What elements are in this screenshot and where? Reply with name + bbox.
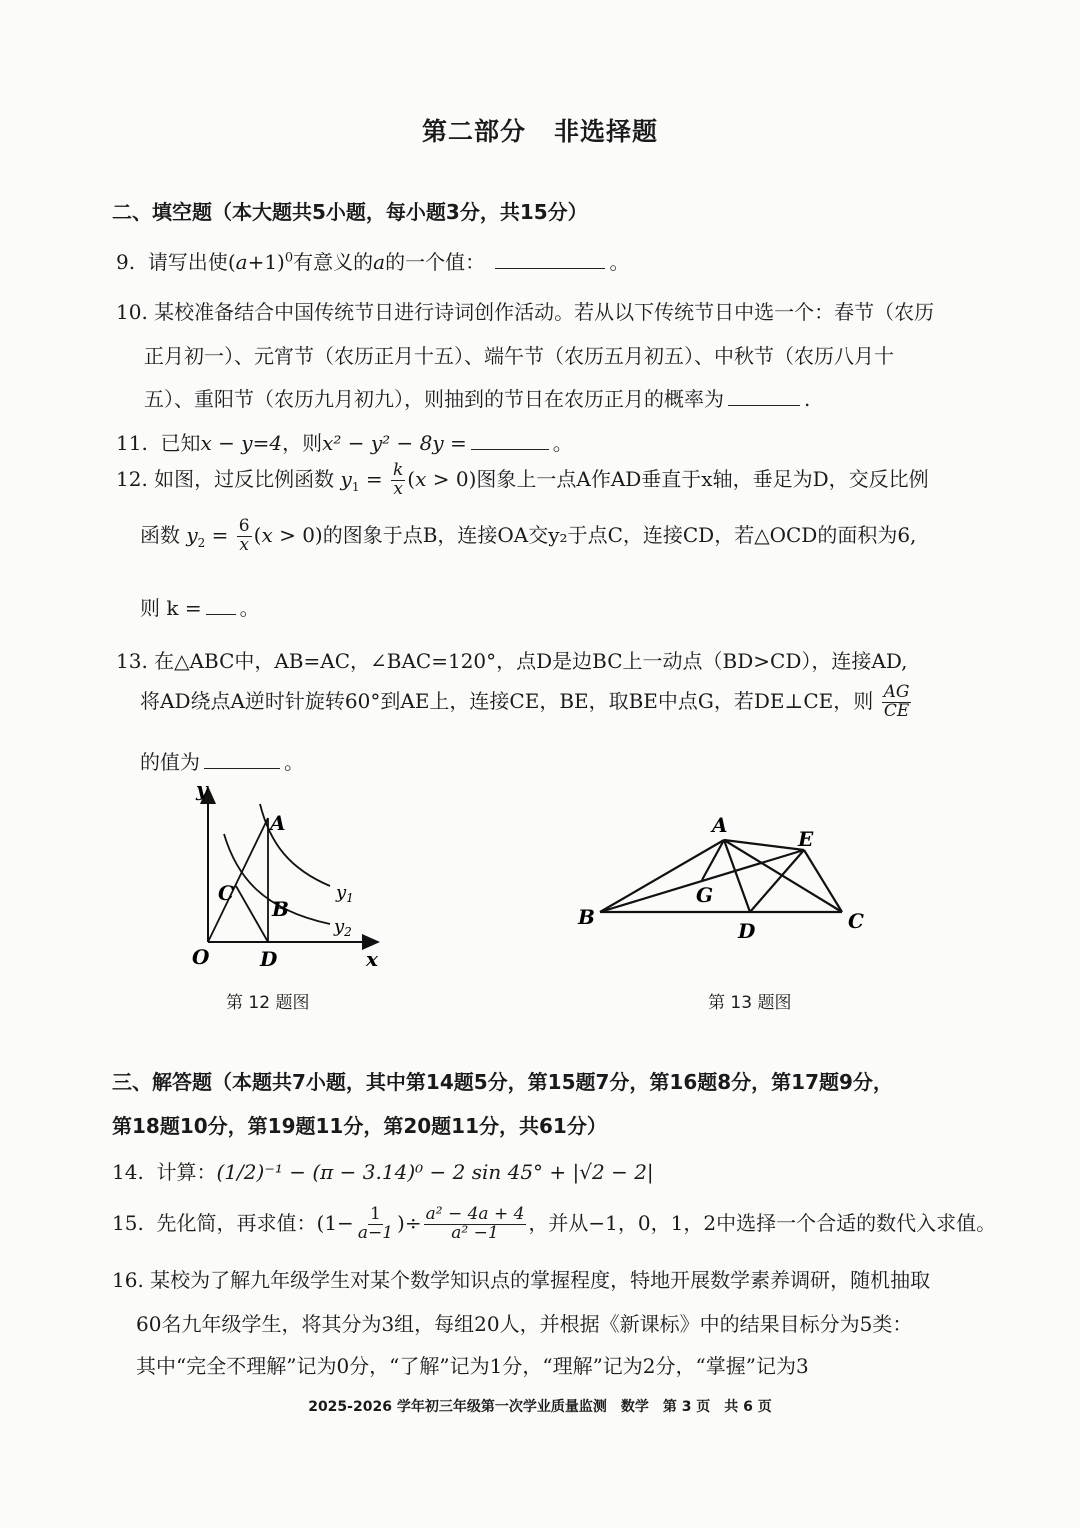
question-10-line1: 10. 某校准备结合中国传统节日进行诗词创作活动。若从以下传统节日中选一个：春节（农历 [116,300,935,324]
figure-13 [570,810,870,950]
section3-heading-line2: 第18题10分，第19题11分，第20题11分，共61分） [112,1114,607,1138]
label-A: A [712,813,728,837]
segment-CE [804,850,842,912]
part-title [0,112,1080,148]
segment-AC [724,840,842,912]
question-14: 14. 计算：(1/2)⁻¹ − (π − 3.14)⁰ − 2 sin 45° + |√2 − 2| [112,1160,654,1184]
label-E: E [798,827,814,851]
figure-12 [180,774,400,974]
label-D: D [260,947,278,971]
q14-expression: (1/2)⁻¹ − (π − 3.14)⁰ − 2 sin 45° + |√2 − 2| [216,1160,654,1184]
part-label: 第二部分 [421,117,526,146]
section3-heading-line1: 三、解答题（本题共7小题，其中第14题5分，第15题7分，第16题8分，第17题9分， [112,1070,893,1094]
question-13-line3: 的值为 。 [140,750,304,774]
label-G: G [696,883,714,907]
question-16-line2: 60名九年级学生，将其分为3组，每组20人，并根据《新课标》中的结果目标分为5类： [136,1312,913,1336]
question-9: 9. 请写出使$(a+1)^0$有意义的a的一个值： 。 [116,250,630,274]
question-16-line3: 其中“完全不理解”记为0分，“了解”记为1分，“理解”记为2分，“掌握”记为3 [136,1354,809,1378]
label-y2: $y_2$ [334,916,352,939]
question-10-line3: 五）、重阳节（农历九月初九），则抽到的节日在农历正月的概率为 . [144,387,811,411]
answer-blank[interactable] [471,448,549,450]
section2-heading: 二、填空题（本大题共5小题，每小题3分，共15分） [112,200,588,224]
ratio-fraction: $\frac{AG}{CE}$ [883,682,910,721]
segment-OA [208,818,268,942]
question-10-line2: 正月初一）、元宵节（农历正月十五）、端午节（农历五月初五）、中秋节（农历八月十 [144,344,894,368]
label-B: B [578,905,595,929]
question-12-line2: 函数 $y_2$ = $\frac{6}{x}$ (x > 0)的图象于点B，连接OA交y₂于点C，连接CD，若△OCD的面积为6, [140,516,917,555]
label-C: C [848,909,864,933]
question-15: 15. 先化简，再求值：(1− $\frac{1}{a-1}$ )÷ $\frac{\text{a² − 4a + 4}}{\text{a² −1}}$ ，并从−1，0，1，2中选择一个合适的数代入求值。 [112,1204,997,1243]
label-C: C [218,881,234,905]
answer-blank[interactable] [495,267,605,269]
label-y: y [196,777,208,801]
label-y1: $y_1$ [336,882,354,905]
part-name: 非选择题 [554,117,659,146]
figure-12-caption: 第 12 题图 [226,993,310,1013]
label-B: B [272,897,289,921]
question-11: 11. 已知x − y=4，则x² − y² − 8y = 。 [116,431,573,455]
label-D: D [738,919,756,943]
answer-blank[interactable] [728,404,800,406]
question-16-line1: 16. 某校为了解九年级学生对某个数学知识点的掌握程度，特地开展数学素养调研，随机抽取 [112,1268,931,1292]
page-footer: 2025-2026 学年初三年级第一次学业质量监测 数学 第 3 页 共 6 页 [308,1399,772,1415]
answer-blank[interactable] [204,767,280,769]
question-13-line1: 13. 在△ABC中，AB=AC，∠BAC=120°，点D是边BC上一动点（BD>CD），连接AD, [116,649,908,673]
figure-13-caption: 第 13 题图 [708,993,792,1013]
question-12-line3: 则 k = 。 [140,596,260,620]
segment-AD [724,840,750,912]
question-12-line1: 12. 如图，过反比例函数 $y_1$ = $\frac{k}{x}$ (x > 0)图象上一点A作AD垂直于x轴，垂足为D，交反比例 [116,460,929,499]
label-O: O [192,945,210,969]
label-x: x [366,947,378,971]
question-13-line2: 将AD绕点A逆时针旋转60°到AE上，连接CE，BE，取BE中点G，若DE⊥CE，则 $\frac{AG}{CE}$ [140,682,910,721]
label-A: A [270,811,286,835]
answer-blank[interactable] [206,613,236,615]
